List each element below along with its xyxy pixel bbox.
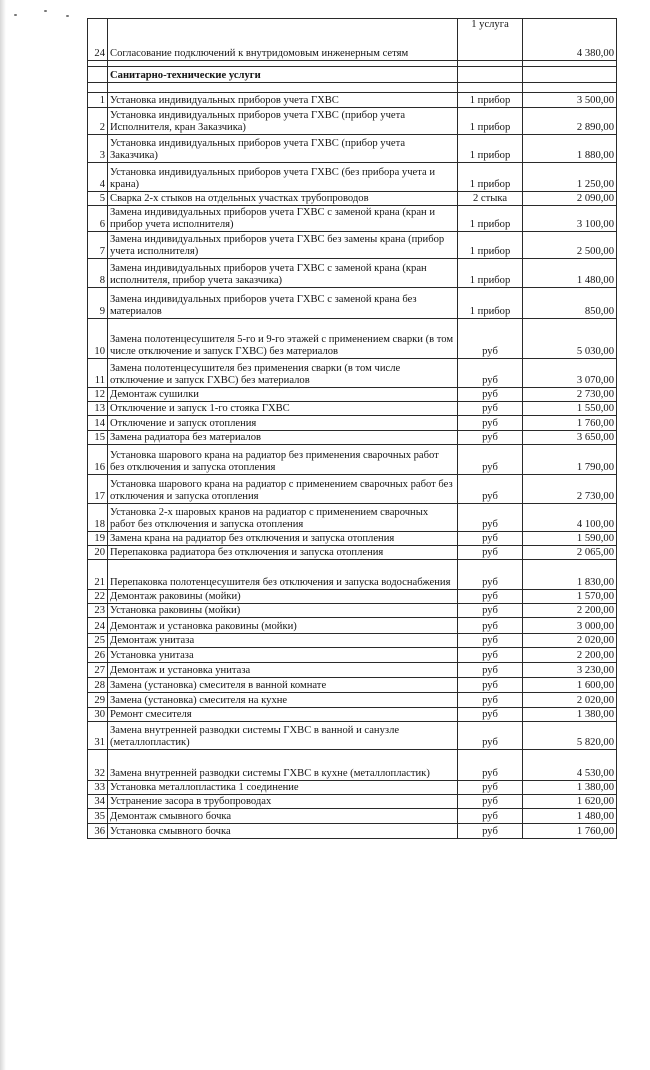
table-row [88,108,617,135]
row-number: 13 [88,402,108,416]
row-number: 27 [88,663,108,678]
table-row [88,402,617,416]
table-row [88,475,617,504]
scan-speck [44,10,47,12]
table-row [88,590,617,604]
unit-of-measure: 1 прибор [458,232,523,259]
table-row [88,693,617,708]
service-price: 2 065,00 [523,546,617,560]
unit-of-measure: руб [458,402,523,416]
row-number: 33 [88,781,108,795]
service-price: 1 480,00 [523,809,617,824]
row-number: 16 [88,445,108,475]
unit-of-measure: 2 стыка [458,192,523,206]
table-row [88,809,617,824]
service-price: 2 730,00 [523,475,617,504]
service-price: 1 380,00 [523,781,617,795]
table-row [88,19,617,61]
unit-of-measure: руб [458,663,523,678]
scan-edge-shadow [0,0,6,1070]
table-row [88,560,617,590]
table-row [88,319,617,359]
service-price: 3 070,00 [523,359,617,388]
service-price: 4 380,00 [523,19,617,61]
row-number: 26 [88,648,108,663]
unit-of-measure: 1 услуга [458,19,523,61]
unit-of-measure: руб [458,319,523,359]
table-row [88,824,617,839]
section-header-row [88,67,617,83]
service-description: Замена внутренней разводки системы ГХВС в ванной и санузле (металлопластик) [108,722,458,750]
table-row [88,359,617,388]
service-description: Перепаковка радиатора без отключения и запуска отопления [108,546,458,560]
service-description: Установка шарового крана на радиатор с применением сварочных работ без отключения и запуска отопления [108,475,458,504]
service-price: 1 880,00 [523,135,617,163]
unit-of-measure: 1 прибор [458,108,523,135]
service-description [108,83,458,93]
row-number: 25 [88,634,108,648]
unit-of-measure: 1 прибор [458,206,523,232]
service-description: Демонтаж смывного бочка [108,809,458,824]
service-price: 1 600,00 [523,678,617,693]
service-description: Замена индивидуальных приборов учета ГХВС с заменой крана (кран и прибор учета исполнителя) [108,206,458,232]
service-price: 1 570,00 [523,590,617,604]
service-description: Замена (установка) смесителя в ванной комнате [108,678,458,693]
row-number: 7 [88,232,108,259]
row-number: 10 [88,319,108,359]
table-row [88,795,617,809]
service-price: 2 020,00 [523,693,617,708]
service-price: 1 250,00 [523,163,617,192]
unit-of-measure: руб [458,388,523,402]
table-row [88,83,617,93]
row-number: 4 [88,163,108,192]
service-description: Демонтаж раковины (мойки) [108,590,458,604]
unit-of-measure: руб [458,722,523,750]
unit-of-measure: 1 прибор [458,93,523,108]
service-price: 2 890,00 [523,108,617,135]
unit-of-measure: руб [458,693,523,708]
service-description: Установка смывного бочка [108,824,458,839]
table-row [88,93,617,108]
scan-speck [66,15,69,17]
service-description: Замена радиатора без материалов [108,431,458,445]
service-description: Установка индивидуальных приборов учета ГХВС (прибор учета Исполнителя, кран Заказчика) [108,108,458,135]
price-list-sheet [87,18,616,839]
service-description: Установка унитаза [108,648,458,663]
unit-of-measure: руб [458,359,523,388]
table-row [88,504,617,532]
unit-of-measure: руб [458,431,523,445]
row-number: 35 [88,809,108,824]
service-description: Замена индивидуальных приборов учета ГХВС с заменой крана без материалов [108,288,458,319]
service-description: Установка индивидуальных приборов учета ГХВС (прибор учета Заказчика) [108,135,458,163]
row-number: 24 [88,618,108,634]
table-row [88,288,617,319]
service-description: Демонтаж сушилки [108,388,458,402]
unit-of-measure: руб [458,824,523,839]
service-price: 4 100,00 [523,504,617,532]
table-row [88,416,617,431]
service-description: Демонтаж и установка раковины (мойки) [108,618,458,634]
service-description: Установка шарового крана на радиатор без применения сварочных работ без отключения и запуска отопления [108,445,458,475]
row-number: 12 [88,388,108,402]
service-price: 1 550,00 [523,402,617,416]
service-description: Демонтаж и установка унитаза [108,663,458,678]
unit-of-measure: 1 прибор [458,163,523,192]
table-row [88,648,617,663]
row-number: 32 [88,750,108,781]
service-price: 1 830,00 [523,560,617,590]
row-number: 17 [88,475,108,504]
service-description: Ремонт смесителя [108,708,458,722]
unit-of-measure: руб [458,604,523,618]
service-description: Замена полотенцесушителя без применения сварки (в том числе отключение и запуск ГХВС) без материалов [108,359,458,388]
table-row [88,708,617,722]
services-price-table [87,18,617,839]
table-row [88,206,617,232]
row-number: 36 [88,824,108,839]
unit-of-measure: руб [458,475,523,504]
service-price: 3 650,00 [523,431,617,445]
unit-of-measure: руб [458,634,523,648]
row-number: 23 [88,604,108,618]
table-row [88,192,617,206]
service-description: Установка 2-х шаровых кранов на радиатор с применением сварочных работ без отключения и запуска отопления [108,504,458,532]
unit-of-measure: руб [458,809,523,824]
unit-of-measure [458,83,523,93]
service-price: 2 090,00 [523,192,617,206]
service-price: 3 500,00 [523,93,617,108]
table-row [88,618,617,634]
table-row [88,431,617,445]
row-number: 21 [88,560,108,590]
unit-of-measure: руб [458,795,523,809]
table-body [88,19,617,839]
row-number: 9 [88,288,108,319]
unit-of-measure: 1 прибор [458,288,523,319]
service-description: Установка раковины (мойки) [108,604,458,618]
service-price: 2 200,00 [523,648,617,663]
service-description: Замена полотенцесушителя 5-го и 9-го этажей с применением сварки (в том числе отключение и запуск ГХВС) без материалов [108,319,458,359]
service-description: Устранение засора в трубопроводах [108,795,458,809]
service-price: 1 380,00 [523,708,617,722]
unit-of-measure: руб [458,781,523,795]
service-description: Отключение и запуск 1-го стояка ГХВС [108,402,458,416]
service-price [523,83,617,93]
service-description: Демонтаж унитаза [108,634,458,648]
unit-of-measure: руб [458,618,523,634]
unit-of-measure: руб [458,678,523,693]
table-row [88,388,617,402]
table-row [88,532,617,546]
unit-of-measure: руб [458,560,523,590]
service-price: 2 500,00 [523,232,617,259]
service-price: 1 760,00 [523,416,617,431]
table-row [88,546,617,560]
row-number: 30 [88,708,108,722]
service-description: Установка индивидуальных приборов учета ГХВС [108,93,458,108]
unit-of-measure: руб [458,708,523,722]
row-number: 19 [88,532,108,546]
service-description: Отключение и запуск отопления [108,416,458,431]
row-number: 24 [88,19,108,61]
row-number: 31 [88,722,108,750]
row-number: 8 [88,259,108,288]
service-description: Замена крана на радиатор без отключения и запуска отопления [108,532,458,546]
service-price [523,67,617,83]
table-row [88,634,617,648]
service-price: 2 730,00 [523,388,617,402]
row-number: 3 [88,135,108,163]
row-number: 20 [88,546,108,560]
table-row [88,445,617,475]
unit-of-measure: руб [458,648,523,663]
row-number: 28 [88,678,108,693]
service-description: Замена внутренней разводки системы ГХВС в кухне (металлопластик) [108,750,458,781]
service-price: 1 790,00 [523,445,617,475]
unit-of-measure: руб [458,504,523,532]
service-description: Замена индивидуальных приборов учета ГХВС без замены крана (прибор учета исполнителя) [108,232,458,259]
row-number: 11 [88,359,108,388]
unit-of-measure [458,67,523,83]
unit-of-measure: руб [458,590,523,604]
service-description: Замена (установка) смесителя на кухне [108,693,458,708]
row-number: 6 [88,206,108,232]
table-row [88,722,617,750]
table-row [88,232,617,259]
unit-of-measure: руб [458,546,523,560]
service-price: 2 020,00 [523,634,617,648]
service-price: 1 480,00 [523,259,617,288]
table-row [88,135,617,163]
unit-of-measure: руб [458,750,523,781]
unit-of-measure: руб [458,532,523,546]
service-description: Перепаковка полотенцесушителя без отключения и запуска водоснабжения [108,560,458,590]
table-row [88,781,617,795]
service-description: Сварка 2-х стыков на отдельных участках трубопроводов [108,192,458,206]
table-row [88,604,617,618]
service-price: 4 530,00 [523,750,617,781]
service-price: 2 200,00 [523,604,617,618]
row-number: 18 [88,504,108,532]
row-number: 5 [88,192,108,206]
service-price: 3 230,00 [523,663,617,678]
row-number: 1 [88,93,108,108]
unit-of-measure: 1 прибор [458,135,523,163]
unit-of-measure: руб [458,445,523,475]
service-description: Установка металлопластика 1 соединение [108,781,458,795]
service-price: 1 760,00 [523,824,617,839]
service-price: 1 590,00 [523,532,617,546]
row-number: 14 [88,416,108,431]
unit-of-measure: руб [458,416,523,431]
service-price: 5 030,00 [523,319,617,359]
scan-speck [14,14,17,16]
service-description: Замена индивидуальных приборов учета ГХВС с заменой крана (кран исполнителя, прибор учета заказчика) [108,259,458,288]
table-row [88,678,617,693]
row-number: 22 [88,590,108,604]
row-number: 2 [88,108,108,135]
service-price: 1 620,00 [523,795,617,809]
service-description: Санитарно-технические услуги [108,67,458,83]
row-number [88,83,108,93]
unit-of-measure: 1 прибор [458,259,523,288]
table-row [88,663,617,678]
service-description: Установка индивидуальных приборов учета ГХВС (без прибора учета и крана) [108,163,458,192]
row-number: 29 [88,693,108,708]
service-price: 850,00 [523,288,617,319]
table-row [88,163,617,192]
service-price: 3 000,00 [523,618,617,634]
table-row [88,750,617,781]
service-description: Согласование подключений к внутридомовым инженерным сетям [108,19,458,61]
row-number [88,67,108,83]
table-row [88,259,617,288]
service-price: 5 820,00 [523,722,617,750]
row-number: 15 [88,431,108,445]
row-number: 34 [88,795,108,809]
service-price: 3 100,00 [523,206,617,232]
